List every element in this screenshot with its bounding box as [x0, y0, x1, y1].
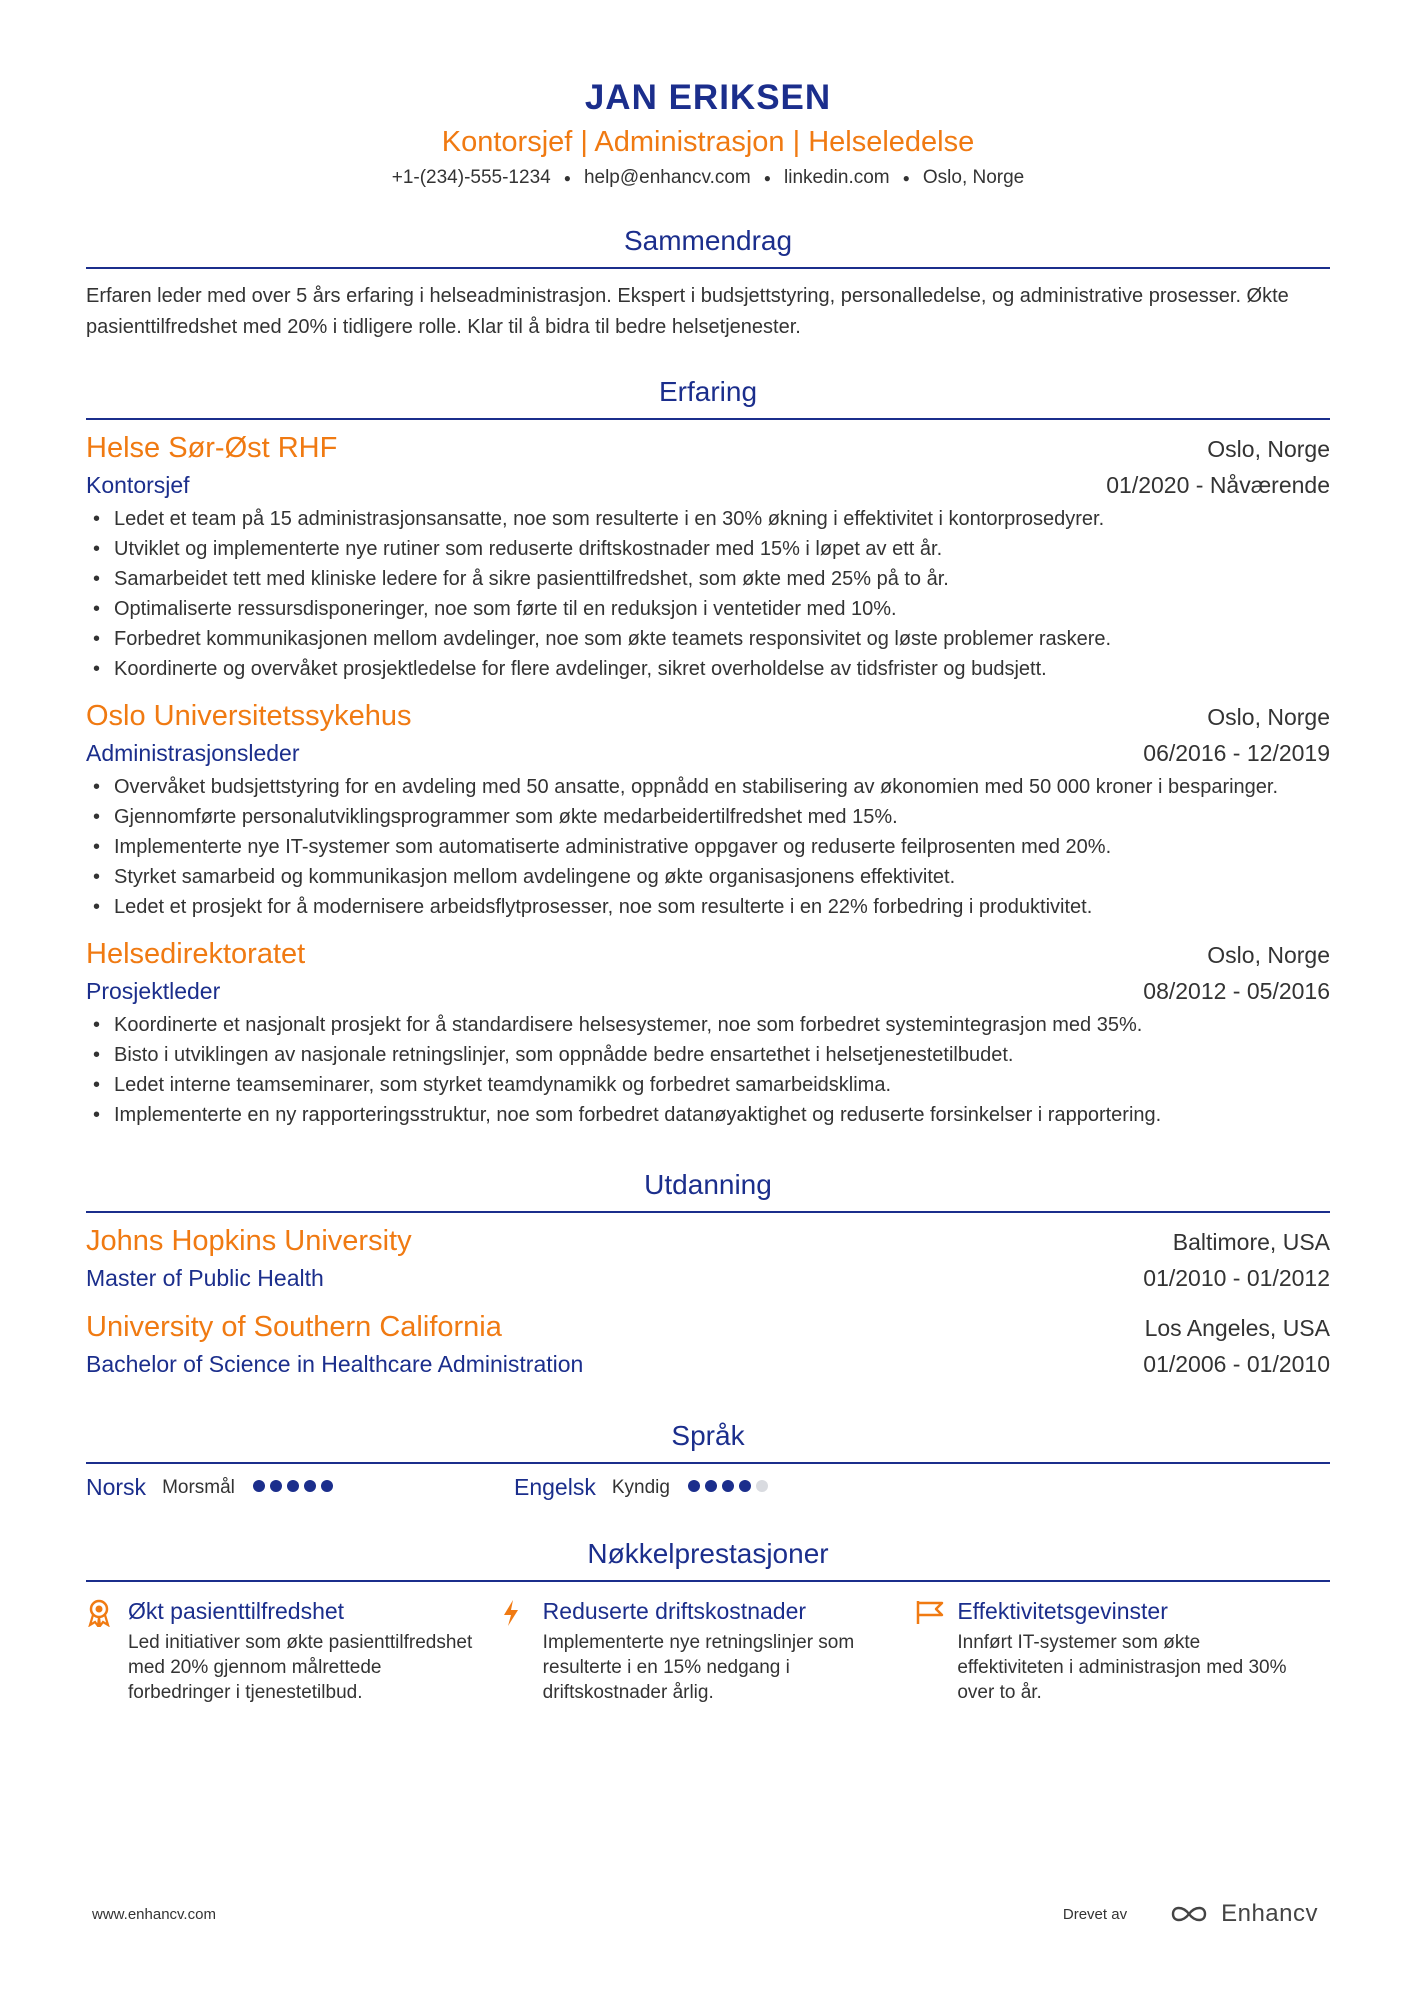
language-name: Engelsk [514, 1474, 596, 1501]
section-title-achievements: Nøkkelprestasjoner [86, 1535, 1330, 1582]
bullet-item: • Samarbeidet tett med kliniske ledere for å sikre pasienttilfredshet, som økte med 25% på to år. [86, 564, 1330, 594]
job-entry [86, 696, 1330, 922]
brand-name: Enhancv [1221, 1900, 1318, 1927]
bullet-item: • Optimaliserte ressursdisponeringer, noe som førte til en reduksjon i ventetider med 10%. [86, 594, 1330, 624]
achievement-title: Effektivitetsgevinster [957, 1598, 1168, 1625]
summary-text: Erfaren leder med over 5 års erfaring i helseadministrasjon. Ekspert i budsjettstyring, personalledelse, og administrative prosesser. Økte pasienttilfredshet med 20% i tidligere rolle. Klar til å bidra til bedre helsetjenester. [86, 285, 1289, 339]
linkedin[interactable]: linkedin.com [784, 167, 890, 189]
resume-page [86, 0, 1330, 1705]
achievements-section [86, 1535, 1330, 1705]
bullet-item: • Gjennomførte personalutviklingsprogrammer som økte medarbeidertilfredshet med 15%. [86, 802, 1330, 832]
bullet-item: • Koordinerte og overvåket prosjektledelse for flere avdelinger, sikret overholdelse av tidsfrister og budsjett. [86, 654, 1330, 684]
job-entry [86, 428, 1330, 684]
education-entry [86, 1221, 1330, 1295]
page-footer [92, 1900, 1318, 1928]
job-role: Kontorsjef [86, 472, 190, 499]
school-name: Johns Hopkins University [86, 1225, 412, 1258]
language-item [86, 1474, 514, 1501]
rating-dot [756, 1480, 768, 1492]
summary-section [86, 222, 1330, 343]
job-bullets [86, 504, 1330, 684]
bullet-item: • Styrket samarbeid og kommunikasjon mellom avdelingene og økte organisasjonens effektivitet. [86, 862, 1330, 892]
powered-by-label: Drevet av [1062, 1905, 1128, 1923]
resume-header [86, 0, 1330, 192]
bullet-item: • Ledet interne teamseminarer, som styrket teamdynamikk og forbedret samarbeidsklima. [86, 1070, 1330, 1100]
achievement-desc: Implementerte nye retningslinjer som resulterte i en 15% nedgang i driftskostnader årlig. [542, 1632, 855, 1704]
bullet-item: • Utviklet og implementerte nye rutiner som reduserte driftskostnader med 15% i løpet av ett år. [86, 534, 1330, 564]
bullet-item: • Ledet et prosjekt for å modernisere arbeidsflytprosesser, noe som resulterte i en 22% forbedring i produktivitet. [86, 892, 1330, 922]
job-entry [86, 934, 1330, 1130]
bullet-item: • Implementerte en ny rapporteringsstruktur, noe som forbedret datanøyaktighet og reduserte forsinkelser i rapportering. [86, 1100, 1330, 1130]
bullet-item: • Overvåket budsjettstyring for en avdeling med 50 ansatte, oppnådd en stabilisering av økonomien med 50 000 kroner i besparinger. [86, 772, 1330, 802]
section-title-experience: Erfaring [86, 373, 1330, 420]
achievement-desc: Led initiativer som økte pasienttilfredshet med 20% gjennom målrettede forbedringer i tjenestetilbud. [128, 1632, 473, 1704]
company-name: Helse Sør-Øst RHF [86, 432, 338, 465]
company-name: Oslo Universitetssykehus [86, 700, 412, 733]
achievement-title: Reduserte driftskostnader [542, 1598, 807, 1625]
job-location: Oslo, Norge [1207, 704, 1330, 731]
school-location: Baltimore, USA [1172, 1229, 1330, 1256]
rating-dot [705, 1480, 717, 1492]
section-title-summary: Sammendrag [86, 222, 1330, 269]
language-rating [253, 1479, 338, 1497]
rating-dot [304, 1480, 316, 1492]
powered-by [1063, 1900, 1318, 1928]
phone: +1-(234)-555-1234 [391, 167, 551, 189]
separator-dot: ● [902, 171, 910, 185]
language-level: Kyndig [611, 1476, 670, 1498]
rating-dot [688, 1480, 700, 1492]
bullet-item: • Forbedret kommunikasjonen mellom avdelinger, noe som økte teamets responsivitet og løste problemer raskere. [86, 624, 1330, 654]
achievement-desc: Innført IT-systemer som økte effektiviteten i administrasjon med 30% over to år. [957, 1632, 1287, 1704]
job-role: Administrasjonsleder [86, 740, 300, 767]
degree: Master of Public Health [86, 1265, 324, 1292]
degree: Bachelor of Science in Healthcare Administration [86, 1351, 584, 1378]
job-role: Prosjektleder [86, 978, 221, 1005]
lightning-icon [501, 1596, 543, 1705]
rating-dot [253, 1480, 265, 1492]
bullet-item: • Implementerte nye IT-systemer som automatiserte administrative oppgaver og reduserte feilprosenten med 20%. [86, 832, 1330, 862]
language-item [514, 1474, 942, 1501]
rating-dot [321, 1480, 333, 1492]
footer-url[interactable]: www.enhancv.com [92, 1905, 216, 1923]
rating-dot [270, 1480, 282, 1492]
achievement-item [86, 1596, 501, 1705]
job-dates: 01/2020 - Nåværende [1106, 472, 1330, 499]
bullet-item: • Ledet et team på 15 administrasjonsansatte, noe som resulterte i en 30% økning i effektivitet i kontorprosedyrer. [86, 504, 1330, 534]
languages-section [86, 1417, 1330, 1501]
language-name: Norsk [86, 1474, 147, 1501]
education-dates: 01/2010 - 01/2012 [1143, 1265, 1330, 1292]
company-name: Helsedirektoratet [86, 938, 306, 971]
separator-dot: ● [563, 171, 571, 185]
candidate-name: JAN ERIKSEN [584, 78, 832, 117]
education-section [86, 1166, 1330, 1381]
rating-dot [739, 1480, 751, 1492]
separator-dot: ● [763, 171, 772, 185]
location: Oslo, Norge [922, 167, 1025, 189]
job-dates: 08/2012 - 05/2016 [1143, 978, 1330, 1005]
job-dates: 06/2016 - 12/2019 [1143, 740, 1330, 767]
flag-icon [915, 1596, 957, 1705]
section-title-languages: Språk [86, 1417, 1330, 1464]
job-location: Oslo, Norge [1207, 436, 1330, 463]
rating-dot [722, 1480, 734, 1492]
enhancv-logo-icon [1169, 1903, 1213, 1925]
achievement-title: Økt pasienttilfredshet [128, 1598, 345, 1625]
achievement-item [501, 1596, 916, 1705]
section-title-education: Utdanning [86, 1166, 1330, 1213]
award-icon [86, 1596, 128, 1705]
bullet-item: • Bisto i utviklingen av nasjonale retningslinjer, som oppnådde bedre ensartethet i helsetjenestetilbudet. [86, 1040, 1330, 1070]
achievement-item [915, 1596, 1330, 1705]
rating-dot [287, 1480, 299, 1492]
candidate-title: Kontorsjef | Administrasjon | Helseledelse [441, 126, 975, 158]
job-bullets [86, 1010, 1330, 1130]
education-entry [86, 1307, 1330, 1381]
school-location: Los Angeles, USA [1144, 1315, 1330, 1342]
education-dates: 01/2006 - 01/2010 [1143, 1351, 1330, 1378]
email[interactable]: help@enhancv.com [583, 167, 751, 189]
bullet-item: • Koordinerte et nasjonalt prosjekt for å standardisere helsesystemer, noe som forbedret systemintegrasjon med 35%. [86, 1010, 1330, 1040]
contact-line [86, 164, 1330, 192]
language-level: Morsmål [162, 1476, 235, 1498]
school-name: University of Southern California [86, 1311, 502, 1344]
experience-section [86, 373, 1330, 1130]
language-rating [688, 1479, 773, 1497]
job-location: Oslo, Norge [1207, 942, 1330, 969]
job-bullets [86, 772, 1330, 922]
